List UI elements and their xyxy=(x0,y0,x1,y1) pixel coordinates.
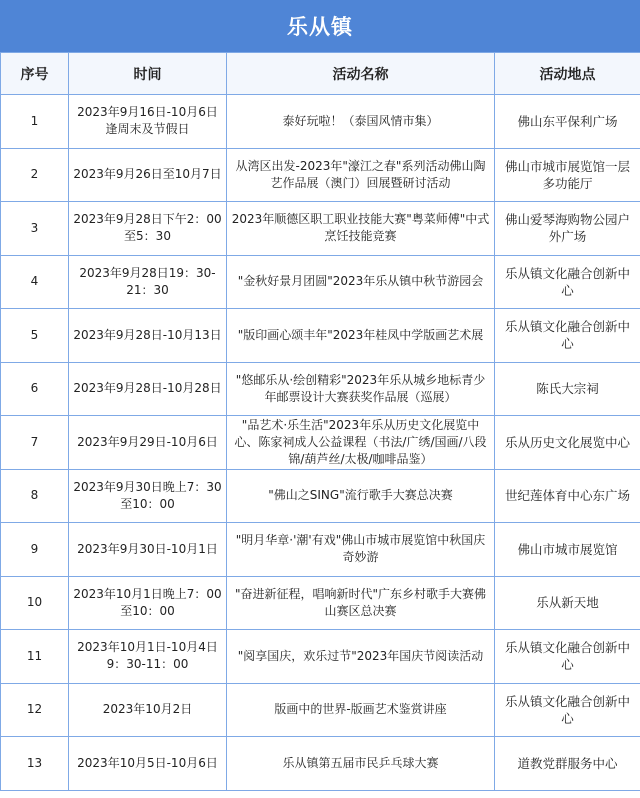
row-location: 佛山市城市展览馆一层多功能厅 xyxy=(495,148,640,202)
row-activity-name: 版画中的世界-版画艺术鉴赏讲座 xyxy=(227,683,495,737)
table-row xyxy=(1,202,640,256)
table-title: 乐从镇 xyxy=(0,0,640,52)
row-activity-name: "品艺术·乐生活"2023年乐从历史文化展览中心、陈家祠成人公益课程（书法/广绣/国画/八段锦/葫芦丝/太极/咖啡品鉴） xyxy=(227,416,495,470)
row-number: 9 xyxy=(1,523,69,577)
table-row xyxy=(1,309,640,363)
header-activity-name: 活动名称 xyxy=(227,53,495,95)
row-location: 乐从镇文化融合创新中心 xyxy=(495,683,640,737)
row-number: 8 xyxy=(1,469,69,523)
row-activity-name: 泰好玩啦！（泰国风情市集） xyxy=(227,95,495,149)
row-location: 乐从新天地 xyxy=(495,576,640,630)
header-number: 序号 xyxy=(1,53,69,95)
row-number: 12 xyxy=(1,683,69,737)
row-time: 2023年10月2日 xyxy=(69,683,227,737)
table-row xyxy=(1,737,640,791)
row-time: 2023年10月5日-10月6日 xyxy=(69,737,227,791)
table-row xyxy=(1,469,640,523)
row-activity-name: 乐从镇第五届市民乒乓球大赛 xyxy=(227,737,495,791)
row-activity-name: "悠邮乐从·绘创精彩"2023年乐从城乡地标青少年邮票设计大赛获奖作品展（巡展） xyxy=(227,362,495,416)
table-row xyxy=(1,576,640,630)
table-row xyxy=(1,523,640,577)
row-location: 乐从镇文化融合创新中心 xyxy=(495,309,640,363)
header-time: 时间 xyxy=(69,53,227,95)
row-location: 乐从镇文化融合创新中心 xyxy=(495,255,640,309)
row-number: 11 xyxy=(1,630,69,684)
table-row xyxy=(1,95,640,149)
row-time: 2023年9月28日下午2：00至5：30 xyxy=(69,202,227,256)
row-time: 2023年9月26日至10月7日 xyxy=(69,148,227,202)
table-row xyxy=(1,362,640,416)
row-number: 13 xyxy=(1,737,69,791)
row-time: 2023年9月16日-10月6日逢周末及节假日 xyxy=(69,95,227,149)
row-activity-name: "奋进新征程，唱响新时代"广东乡村歌手大赛佛山赛区总决赛 xyxy=(227,576,495,630)
table-row xyxy=(1,630,640,684)
row-activity-name: "佛山之SING"流行歌手大赛总决赛 xyxy=(227,469,495,523)
events-table xyxy=(0,52,640,791)
row-time: 2023年9月30日-10月1日 xyxy=(69,523,227,577)
row-time: 2023年9月29日-10月6日 xyxy=(69,416,227,470)
row-number: 2 xyxy=(1,148,69,202)
row-time: 2023年9月28日-10月28日 xyxy=(69,362,227,416)
row-time: 2023年9月30日晚上7：30至10：00 xyxy=(69,469,227,523)
row-time: 2023年9月28日-10月13日 xyxy=(69,309,227,363)
row-number: 5 xyxy=(1,309,69,363)
row-activity-name: "金秋好景月团圆"2023年乐从镇中秋节游园会 xyxy=(227,255,495,309)
row-location: 乐从镇文化融合创新中心 xyxy=(495,630,640,684)
row-location: 佛山市城市展览馆 xyxy=(495,523,640,577)
row-number: 6 xyxy=(1,362,69,416)
row-number: 7 xyxy=(1,416,69,470)
header-row xyxy=(1,53,640,95)
row-location: 佛山爱琴海购物公园户外广场 xyxy=(495,202,640,256)
row-location: 世纪莲体育中心东广场 xyxy=(495,469,640,523)
row-location: 佛山东平保利广场 xyxy=(495,95,640,149)
row-activity-name: "明月华章·'潮'有戏"佛山市城市展览馆中秋国庆奇妙游 xyxy=(227,523,495,577)
row-number: 10 xyxy=(1,576,69,630)
table-row xyxy=(1,416,640,470)
row-activity-name: "阅享国庆，欢乐过节"2023年国庆节阅读活动 xyxy=(227,630,495,684)
table-row xyxy=(1,255,640,309)
row-time: 2023年10月1日晚上7：00至10：00 xyxy=(69,576,227,630)
row-location: 道教党群服务中心 xyxy=(495,737,640,791)
row-number: 4 xyxy=(1,255,69,309)
row-location: 陈氏大宗祠 xyxy=(495,362,640,416)
table-row xyxy=(1,683,640,737)
row-activity-name: "版印画心颂丰年"2023年桂凤中学版画艺术展 xyxy=(227,309,495,363)
row-time: 2023年9月28日19：30-21：30 xyxy=(69,255,227,309)
row-location: 乐从历史文化展览中心 xyxy=(495,416,640,470)
table-row xyxy=(1,148,640,202)
row-activity-name: 从湾区出发-2023年"濠江之春"系列活动佛山陶艺作品展（澳门）回展暨研讨活动 xyxy=(227,148,495,202)
row-number: 3 xyxy=(1,202,69,256)
header-location: 活动地点 xyxy=(495,53,640,95)
row-time: 2023年10月1日-10月4日9：30-11：00 xyxy=(69,630,227,684)
row-activity-name: 2023年顺德区职工职业技能大赛"粤菜师傅"中式烹饪技能竞赛 xyxy=(227,202,495,256)
row-number: 1 xyxy=(1,95,69,149)
